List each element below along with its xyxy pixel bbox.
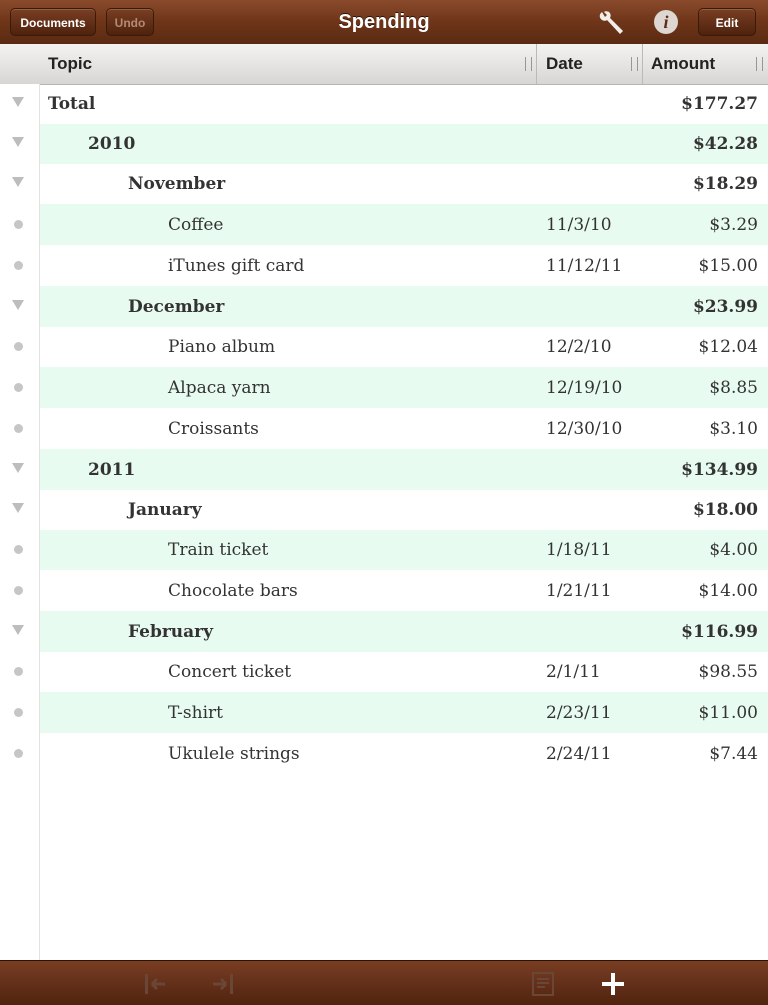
- table-row[interactable]: [0, 327, 768, 367]
- amount-column-resize-handle[interactable]: [756, 57, 763, 71]
- add-icon[interactable]: [598, 969, 628, 999]
- table-row[interactable]: [0, 124, 768, 164]
- bullet-dot-icon: [14, 545, 23, 554]
- note-icon[interactable]: [528, 969, 558, 999]
- row-background: [40, 327, 768, 367]
- topic-column-resize-handle[interactable]: [525, 57, 532, 71]
- row-background: [40, 733, 768, 774]
- top-toolbar: [0, 0, 768, 45]
- disclosure-triangle-icon[interactable]: [12, 137, 24, 147]
- row-background: [40, 204, 768, 245]
- edit-button[interactable]: Edit: [698, 8, 756, 36]
- row-background: [40, 530, 768, 570]
- bullet-dot-icon: [14, 383, 23, 392]
- table-row[interactable]: [0, 204, 768, 245]
- row-topic: Concert ticket: [168, 662, 292, 682]
- row-amount: $4.00: [709, 540, 758, 560]
- undo-button[interactable]: Undo: [106, 8, 154, 36]
- row-topic: Chocolate bars: [168, 580, 298, 601]
- row-topic: 2011: [88, 459, 136, 480]
- row-background: [40, 367, 768, 408]
- row-amount: $7.44: [709, 743, 758, 764]
- table-row[interactable]: [0, 530, 768, 570]
- page-title: Spending: [338, 11, 430, 33]
- row-date: 2/23/11: [546, 702, 612, 723]
- row-topic: November: [128, 174, 226, 194]
- table-row[interactable]: [0, 490, 768, 530]
- row-topic: December: [128, 296, 225, 317]
- disclosure-triangle-icon[interactable]: [12, 463, 24, 473]
- row-amount: $15.00: [698, 255, 758, 276]
- row-topic: 2010: [88, 134, 136, 154]
- row-amount: $98.55: [698, 662, 758, 682]
- table-row[interactable]: [0, 164, 768, 204]
- row-date: 2/24/11: [546, 743, 612, 764]
- row-background: [40, 408, 768, 449]
- row-topic: February: [128, 621, 214, 642]
- row-amount: $116.99: [681, 621, 758, 642]
- row-background: [40, 449, 768, 490]
- table-row[interactable]: [0, 611, 768, 652]
- amount-column-header[interactable]: Amount: [651, 54, 716, 73]
- bullet-dot-icon: [14, 667, 23, 676]
- outdent-icon[interactable]: [140, 969, 170, 999]
- indent-icon[interactable]: [208, 969, 238, 999]
- table-row[interactable]: [0, 367, 768, 408]
- row-amount: $14.00: [698, 580, 758, 601]
- row-amount: $3.29: [709, 214, 758, 235]
- disclosure-triangle-icon[interactable]: [12, 300, 24, 310]
- topic-column-header[interactable]: Topic: [48, 54, 93, 73]
- table-row[interactable]: [0, 84, 768, 124]
- table-row[interactable]: [0, 408, 768, 449]
- disclosure-triangle-icon[interactable]: [12, 625, 24, 635]
- row-topic: Ukulele strings: [168, 743, 300, 764]
- row-date: 11/3/10: [546, 214, 612, 235]
- row-background: [40, 84, 768, 124]
- row-date: 12/2/10: [546, 337, 612, 357]
- row-date: 2/1/11: [546, 662, 601, 682]
- table-row[interactable]: [0, 692, 768, 733]
- disclosure-triangle-icon[interactable]: [12, 177, 24, 187]
- row-amount: $8.85: [709, 377, 758, 398]
- table-row[interactable]: [0, 570, 768, 611]
- info-icon[interactable]: i: [654, 10, 678, 34]
- row-amount: $23.99: [692, 296, 758, 317]
- row-amount: $18.29: [692, 174, 758, 194]
- bullet-dot-icon: [14, 749, 23, 758]
- row-date: 11/12/11: [546, 255, 623, 276]
- disclosure-triangle-icon[interactable]: [12, 97, 24, 107]
- row-amount: $3.10: [709, 418, 758, 439]
- row-amount: $42.28: [692, 134, 758, 154]
- row-background: [40, 124, 768, 164]
- row-topic: T-shirt: [168, 702, 223, 723]
- disclosure-triangle-icon[interactable]: [12, 503, 24, 513]
- row-topic: January: [128, 500, 202, 520]
- row-background: [40, 652, 768, 692]
- row-topic: Croissants: [168, 418, 259, 439]
- table-row[interactable]: [0, 652, 768, 692]
- column-divider: [642, 44, 643, 84]
- table-row[interactable]: [0, 286, 768, 327]
- row-amount: $177.27: [681, 94, 758, 114]
- bullet-dot-icon: [14, 424, 23, 433]
- row-topic: Alpaca yarn: [168, 377, 271, 398]
- table-row[interactable]: [0, 245, 768, 286]
- bullet-dot-icon: [14, 708, 23, 717]
- row-date: 1/21/11: [546, 580, 612, 601]
- row-background: [40, 692, 768, 733]
- bullet-dot-icon: [14, 342, 23, 351]
- row-topic: Piano album: [168, 337, 276, 357]
- row-date: 12/19/10: [546, 377, 623, 398]
- table-row[interactable]: [0, 733, 768, 774]
- row-topic: Train ticket: [168, 540, 269, 560]
- date-column-resize-handle[interactable]: [631, 57, 638, 71]
- bullet-dot-icon: [14, 586, 23, 595]
- row-background: [40, 245, 768, 286]
- row-amount: $12.04: [698, 337, 758, 357]
- row-topic: iTunes gift card: [168, 255, 305, 276]
- row-date: 1/18/11: [546, 540, 612, 560]
- row-background: [40, 570, 768, 611]
- row-amount: $18.00: [692, 500, 758, 520]
- bottom-toolbar: [0, 960, 768, 1005]
- table-row[interactable]: [0, 449, 768, 490]
- date-column-header[interactable]: Date: [546, 54, 583, 73]
- bullet-dot-icon: [14, 220, 23, 229]
- bullet-dot-icon: [14, 261, 23, 270]
- column-divider: [536, 44, 537, 84]
- row-date: 12/30/10: [546, 418, 623, 439]
- wrench-icon[interactable]: [596, 8, 626, 38]
- row-topic: Coffee: [168, 214, 224, 235]
- row-amount: $11.00: [698, 702, 758, 723]
- documents-button[interactable]: Documents: [10, 8, 96, 36]
- row-amount: $134.99: [681, 459, 758, 480]
- column-header: [0, 44, 768, 85]
- row-topic: Total: [48, 94, 96, 114]
